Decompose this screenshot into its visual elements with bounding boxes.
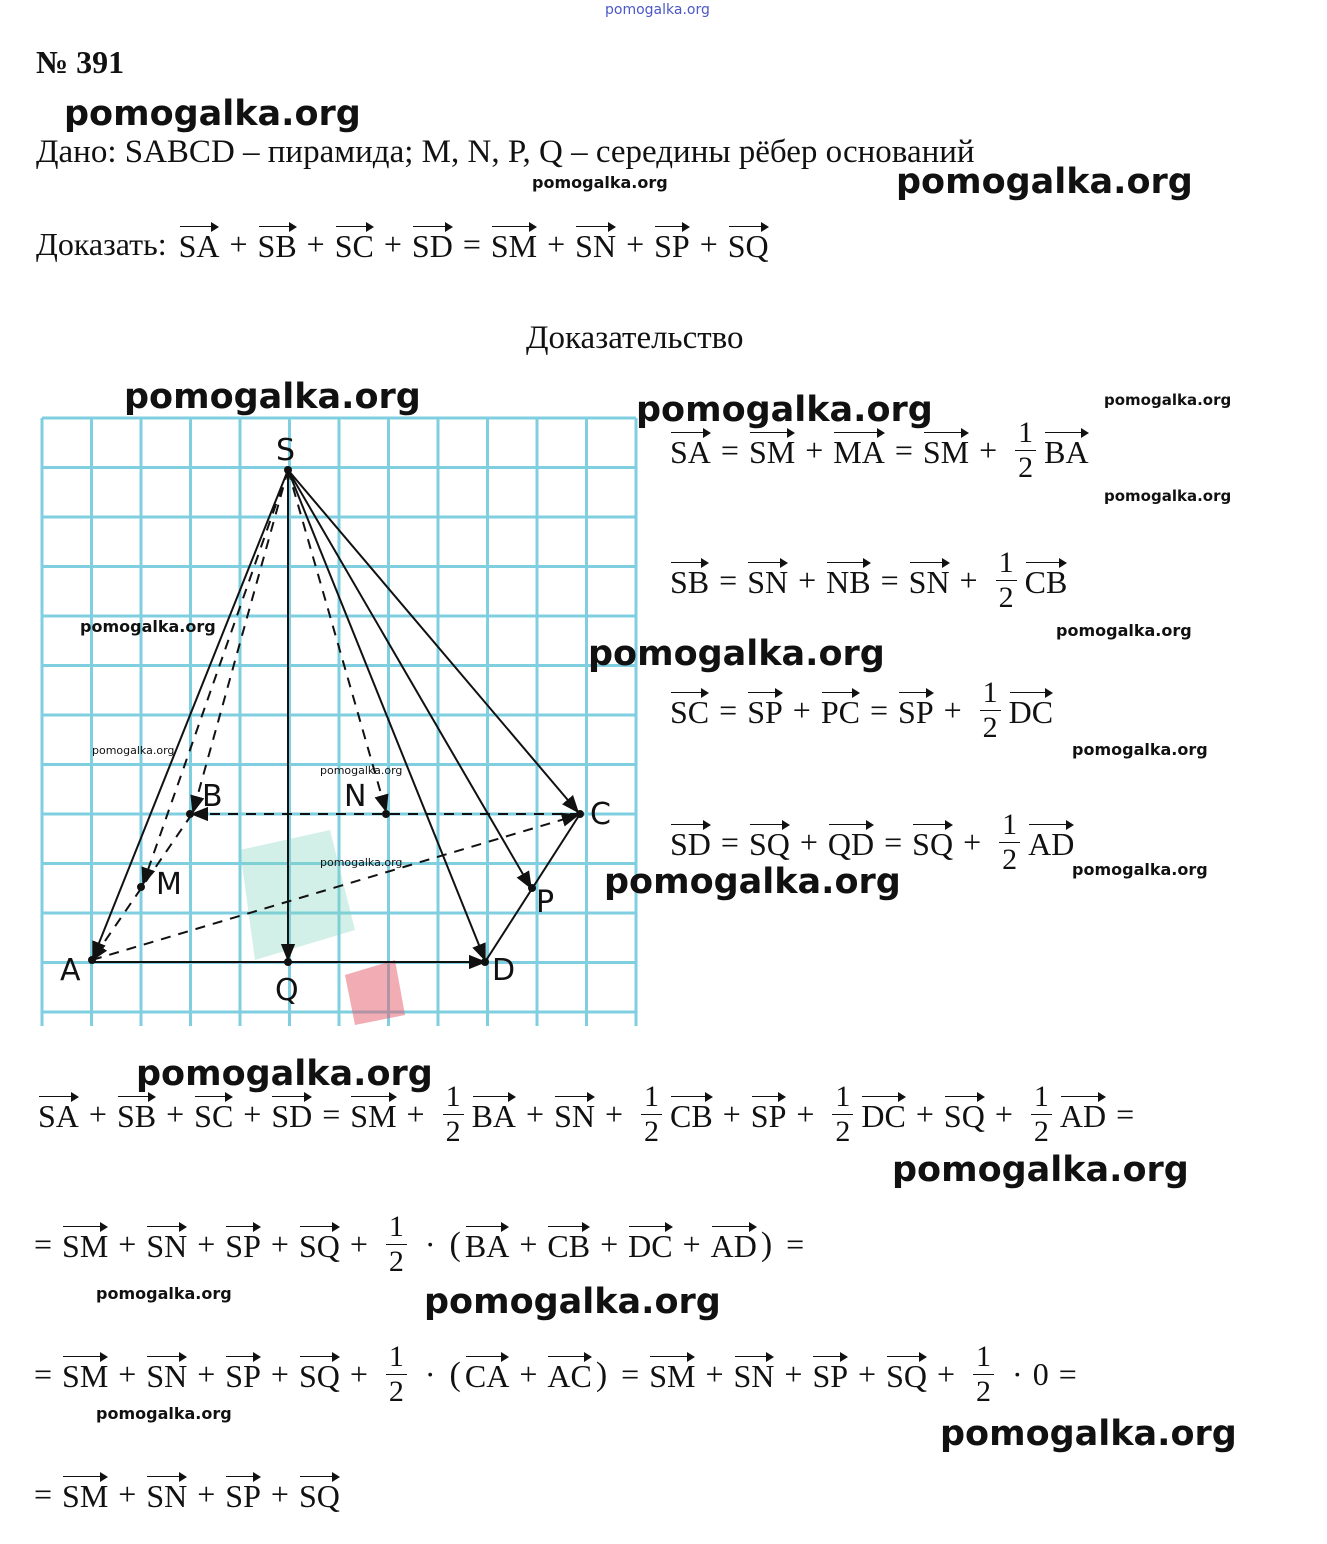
op-plus: + [937,1356,956,1392]
denominator: 2 [388,1375,404,1408]
op-plus: + [197,1356,216,1392]
op-eq: = [720,432,739,468]
denominator: 2 [1018,451,1034,484]
vector-sn: SN [146,1224,187,1265]
vector-sp: SP [812,1354,848,1395]
op-plus: + [858,1356,877,1392]
op-eq: = [621,1356,640,1392]
watermark: pomogalka.org [532,173,668,192]
denominator: 2 [976,1375,992,1408]
fraction-half [973,1342,994,1407]
vector-sm: SM [749,430,795,471]
vector-sq: SQ [886,1354,927,1395]
watermark: pomogalka.org [92,744,175,757]
fraction-half [443,1082,464,1147]
segment-sp [288,470,531,888]
op-eq: = [1116,1096,1135,1132]
watermark: pomogalka.org [1104,487,1232,505]
vector-sq: SQ [299,1354,340,1395]
vector-nb: NB [826,560,870,601]
numerator: 1 [832,1082,853,1115]
vector-sp: SP [751,1094,787,1135]
vector-sm: SM [649,1354,695,1395]
op-plus: + [722,1096,741,1132]
op-plus: + [243,1096,262,1132]
watermark: pomogalka.org [96,1284,232,1303]
numerator: 1 [443,1082,464,1115]
vector-ad: AD [1060,1094,1106,1135]
op-plus: + [349,1356,368,1392]
watermark: pomogalka.org [124,377,421,417]
numerator: 1 [980,678,1001,711]
vector-ba: BA [465,1224,509,1265]
proof-title: Доказательство [526,320,744,356]
op-eq: = [1058,1356,1077,1392]
vector-sp: SP [747,690,783,731]
point-label-n: N [344,779,367,814]
denominator: 2 [835,1115,851,1148]
vector-qd: QD [828,822,874,863]
op-plus: + [166,1096,185,1132]
vector-sm: SM [62,1474,108,1515]
op-plus: + [349,1226,368,1262]
vector-sd: SD [412,224,453,265]
point-label-a: A [60,953,81,988]
op-eq: = [869,692,889,728]
numerator: 1 [1015,418,1036,451]
vector-sq: SQ [944,1094,985,1135]
op-plus: + [197,1226,216,1262]
op-plus: + [705,1356,724,1392]
op-plus: + [547,226,566,262]
vector-sq: SQ [728,224,769,265]
fraction-half [641,1082,662,1147]
op-plus: + [915,1096,934,1132]
op-eq: = [462,226,481,262]
op-plus: + [994,1096,1013,1132]
derivation-line-3 [34,1342,1087,1407]
vector-sa: SA [179,224,220,265]
derivation-line-2 [34,1212,814,1277]
paren-left: ( [449,1225,461,1263]
op-plus: + [943,692,962,728]
op-plus: + [88,1096,107,1132]
fraction-half [386,1212,407,1277]
vector-sn: SN [146,1354,187,1395]
vector-sm: SM [923,430,969,471]
fraction-half [996,548,1017,613]
vector-sn: SN [554,1094,595,1135]
point-label-c: C [590,797,611,832]
watermark: pomogalka.org [96,1404,232,1423]
op-plus: + [229,226,248,262]
vector-sm: SM [62,1224,108,1265]
equation-sb [670,548,1067,613]
watermark: pomogalka.org [892,1150,1189,1190]
fraction-half [832,1082,853,1147]
vector-sm: SM [350,1094,396,1135]
watermark: pomogalka.org [896,162,1193,202]
vector-sp: SP [898,690,934,731]
op-eq: = [880,562,899,598]
numerator: 1 [386,1342,407,1375]
prove-label: Доказать: [36,226,167,262]
paren-right: ) [595,1355,608,1393]
op-plus: + [526,1096,545,1132]
op-plus: + [604,1096,624,1132]
op-eq: = [34,1476,53,1512]
vector-dc: DC [628,1224,672,1265]
op-plus: + [959,562,978,598]
paren-left: ( [449,1355,461,1393]
op-eq: = [786,1226,805,1262]
vector-pc: PC [821,690,860,731]
point-label-s: S [276,433,296,468]
op-plus: + [699,226,718,262]
op-eq: = [884,824,903,860]
op-plus: + [600,1226,619,1262]
vector-sb: SB [258,224,297,265]
vector-sn: SN [747,560,788,601]
point-label-m: M [156,867,182,902]
vector-ba: BA [472,1094,516,1135]
op-plus: + [270,1476,289,1512]
op-plus: + [270,1356,289,1392]
op-plus: + [682,1226,701,1262]
numerator: 1 [999,810,1020,843]
vector-sn: SN [575,224,616,265]
problem-number: № 391 [36,44,125,80]
op-dot: · [1012,1356,1023,1392]
vector-sq: SQ [299,1474,340,1515]
op-plus: + [805,432,824,468]
derivation-line-4 [34,1474,340,1515]
op-plus: + [197,1476,216,1512]
vector-sq: SQ [749,822,790,863]
denominator: 2 [445,1115,461,1148]
op-eq: = [34,1226,53,1262]
vector-ad: AD [1028,822,1074,863]
op-eq: = [322,1096,341,1132]
paren-right: ) [760,1225,773,1263]
watermark: pomogalka.org [588,634,885,674]
op-eq: = [34,1356,53,1392]
op-plus: + [979,432,998,468]
op-plus: + [799,824,818,860]
vector-ma: MA [833,430,885,471]
vector-sp: SP [225,1354,261,1395]
given-text: Дано: SABCD – пирамида; M, N, P, Q – середины рёбер оснований [36,134,975,170]
watermark: pomogalka.org [940,1414,1237,1454]
vector-sn: SN [909,560,950,601]
equation-sc [670,678,1053,743]
segment-sm [143,470,288,884]
watermark: pomogalka.org [424,1282,721,1322]
op-plus: + [519,1356,538,1392]
vector-sb: SB [117,1094,156,1135]
site-url-top[interactable]: pomogalka.org [605,2,710,18]
numerator: 1 [641,1082,662,1115]
vector-sa: SA [670,430,711,471]
denominator: 2 [982,711,998,744]
op-plus: + [270,1226,289,1262]
watermark: pomogalka.org [604,862,901,902]
vector-sd: SD [670,822,711,863]
watermark: pomogalka.org [320,856,403,869]
op-plus: + [118,1476,137,1512]
denominator: 2 [388,1245,404,1278]
op-eq: = [894,432,913,468]
op-eq: = [720,824,739,860]
vector-sc: SC [335,224,374,265]
vector-cb: CB [547,1224,590,1265]
denominator: 2 [1033,1115,1049,1148]
zero: 0 [1032,1356,1049,1392]
vector-sm: SM [491,224,537,265]
watermark: pomogalka.org [1072,860,1208,879]
op-plus: + [796,1096,815,1132]
point-label-b: B [202,779,223,814]
vector-cb: CB [1025,560,1068,601]
numerator: 1 [973,1342,994,1375]
vector-sp: SP [654,224,690,265]
op-plus: + [963,824,982,860]
vector-dc: DC [1009,690,1053,731]
vector-sa: SA [38,1094,79,1135]
derivation-line-1 [38,1082,1144,1147]
point-label-d: D [492,953,516,988]
point-label-q: Q [275,973,299,1008]
vector-ba: BA [1044,430,1088,471]
op-plus: + [306,226,325,262]
vector-ac: AC [547,1354,591,1395]
vector-sq: SQ [299,1224,340,1265]
vector-sb: SB [670,560,709,601]
vector-dc: DC [861,1094,905,1135]
fraction-half [999,810,1020,875]
watermark: pomogalka.org [136,1054,433,1094]
equation-sa [670,418,1089,483]
watermark: pomogalka.org [64,94,361,134]
vector-sn: SN [734,1354,775,1395]
denominator: 2 [644,1115,660,1148]
op-plus: + [792,692,811,728]
edge-sc [288,470,578,812]
watermark: pomogalka.org [320,764,403,777]
fraction-half [1031,1082,1052,1147]
vector-sd: SD [271,1094,312,1135]
watermark: pomogalka.org [80,617,216,636]
vector-sp: SP [225,1224,261,1265]
op-eq: = [719,692,738,728]
op-plus: + [383,226,402,262]
vector-sq: SQ [912,822,953,863]
watermark: pomogalka.org [1104,391,1232,409]
segment-sn [288,470,386,811]
op-eq: = [719,562,738,598]
op-dot: · [424,1356,436,1392]
vector-sm: SM [62,1354,108,1395]
watermark: pomogalka.org [1072,740,1208,759]
vector-sp: SP [225,1474,261,1515]
denominator: 2 [998,581,1014,614]
numerator: 1 [996,548,1017,581]
vector-sn: SN [146,1474,187,1515]
op-dot: · [424,1226,436,1262]
vector-sc: SC [670,690,709,731]
denominator: 2 [1002,843,1018,876]
vector-ad: AD [711,1224,757,1265]
watermark: pomogalka.org [636,390,933,430]
op-plus: + [798,562,817,598]
numerator: 1 [386,1212,407,1245]
op-plus: + [406,1096,425,1132]
op-plus: + [118,1226,137,1262]
fraction-half [1015,418,1036,483]
op-plus: + [118,1356,137,1392]
vector-sc: SC [194,1094,233,1135]
decor-shape [345,960,405,1025]
point-label-p: P [536,885,555,920]
op-plus: + [784,1356,803,1392]
watermark: pomogalka.org [1056,621,1192,640]
op-plus: + [626,226,645,262]
fraction-half [386,1342,407,1407]
numerator: 1 [1031,1082,1052,1115]
vector-ca: CA [465,1354,509,1395]
fraction-half [980,678,1001,743]
vector-cb: CB [670,1094,713,1135]
op-plus: + [519,1226,538,1262]
